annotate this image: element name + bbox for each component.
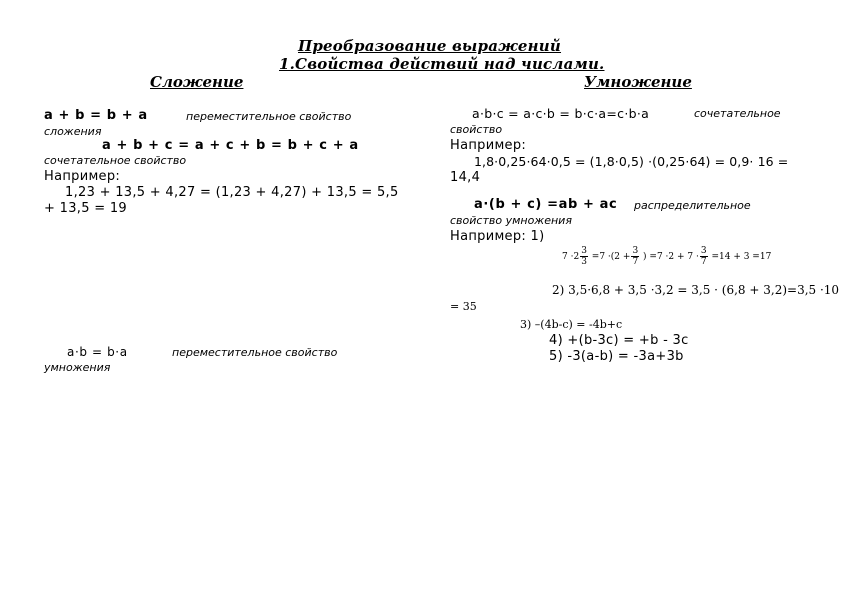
multiplication-commutative-note: переместительное свойство bbox=[172, 346, 338, 359]
ex1-part-a: 7 ·2 bbox=[562, 252, 580, 262]
ex1-part-c: ) =7 ·2 + 7 · bbox=[643, 252, 699, 262]
ex1-part-b: =7 ·(2 + bbox=[591, 252, 631, 262]
sign-rule-example-3: 3) –(4b-c) = -4b+c bbox=[520, 318, 623, 331]
ex1-frac2-den: 7 bbox=[632, 257, 639, 267]
distributive-example-2: 2) 3,5·6,8 + 3,5 ·3,2 = 3,5 · (6,8 + 3,2)=3,5 ·10 bbox=[552, 283, 840, 297]
multiplication-associative-note-cont: свойство bbox=[450, 123, 503, 136]
distributive-note-cont: свойство умножения bbox=[450, 214, 572, 227]
multiplication-commutative-note-cont: умножения bbox=[44, 361, 111, 374]
addition-example-label: Например: bbox=[44, 169, 121, 184]
ex1-frac3-den: 7 bbox=[700, 257, 707, 267]
distributive-example-2-cont: = 35 bbox=[450, 300, 477, 313]
multiplication-example-label: Например: bbox=[450, 138, 527, 153]
addition-example-line2: + 13,5 = 19 bbox=[44, 201, 127, 216]
page-title: Преобразование выражений bbox=[298, 37, 562, 55]
distributive-example-1 bbox=[562, 245, 771, 269]
ex1-frac1-num: 3 bbox=[581, 246, 587, 256]
addition-commutative-note-cont: сложения bbox=[44, 125, 102, 138]
multiplication-example-line2: 14,4 bbox=[450, 170, 481, 185]
sign-rule-example-4: 4) +(b-3c) = +b - 3c bbox=[549, 333, 689, 348]
multiplication-associative-note: сочетательное bbox=[694, 107, 781, 120]
addition-commutative-formula: a + b = b + a bbox=[44, 108, 148, 123]
addition-associative-note: сочетательное свойство bbox=[44, 154, 187, 167]
addition-example-line1: 1,23 + 13,5 + 4,27 = (1,23 + 4,27) + 13,5 = 5,5 bbox=[65, 185, 399, 200]
multiplication-example-line1: 1,8·0,25·64·0,5 = (1,8·0,5) ·(0,25·64) = 0,9· 16 = bbox=[474, 154, 789, 169]
page-subtitle: 1.Свойства действий над числами. bbox=[279, 55, 605, 73]
addition-heading: Сложение bbox=[150, 73, 244, 91]
distributive-note: распределительное bbox=[634, 199, 751, 212]
multiplication-associative-formula: a·b·c = a·c·b = b·c·a=c·b·a bbox=[472, 106, 650, 121]
sign-rule-example-5: 5) -3(a-b) = -3a+3b bbox=[549, 349, 684, 364]
multiplication-heading: Умножение bbox=[584, 73, 692, 91]
ex1-fraction-2 bbox=[631, 246, 639, 267]
ex1-frac3-num: 3 bbox=[700, 246, 707, 256]
addition-associative-formula: a + b + c = a + c + b = b + c + a bbox=[102, 138, 359, 153]
ex1-frac1-den: 3 bbox=[581, 257, 587, 267]
distributive-example-label: Например: 1) bbox=[450, 229, 545, 244]
ex1-fraction-3 bbox=[700, 246, 708, 267]
distributive-formula: a·(b + c) =ab + ac bbox=[474, 197, 618, 212]
addition-commutative-note: переместительное свойство bbox=[186, 110, 352, 123]
ex1-frac2-num: 3 bbox=[632, 246, 639, 256]
ex1-part-d: =14 + 3 =17 bbox=[711, 252, 772, 262]
multiplication-commutative-formula: a·b = b·a bbox=[67, 345, 128, 359]
ex1-fraction-1 bbox=[580, 246, 588, 267]
